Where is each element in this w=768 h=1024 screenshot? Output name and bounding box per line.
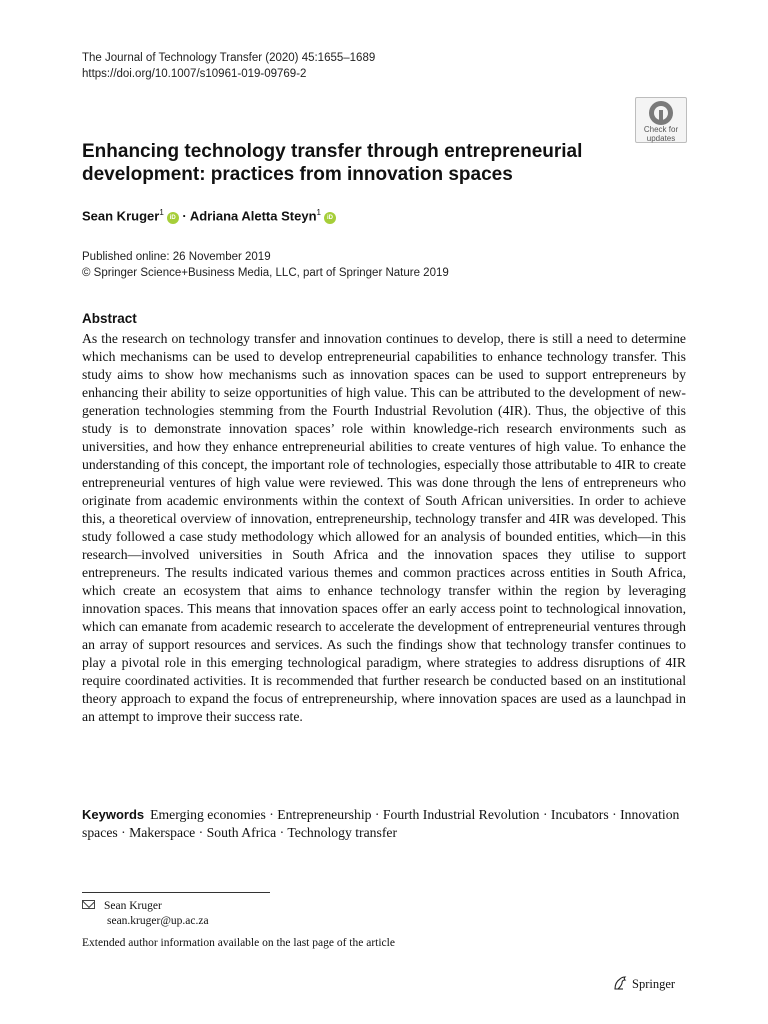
orcid-icon[interactable]: iD	[324, 212, 336, 224]
corresponding-author-email[interactable]: sean.kruger@up.ac.za	[107, 915, 209, 927]
springer-horse-icon	[612, 975, 628, 991]
author-name[interactable]: Adriana Aletta Steyn	[189, 208, 317, 224]
publisher-name: Springer	[632, 977, 676, 991]
copyright-line: © Springer Science+Business Media, LLC, part of Springer Nature 2019	[82, 267, 449, 279]
journal-header	[82, 50, 375, 82]
corresponding-author	[82, 899, 209, 929]
author-list	[82, 208, 336, 224]
abstract-text: As the research on technology transfer and innovation continues to develop, there is still a need to determine which mechanisms can be used to develop entrepreneurial capabilities to enhance technology transfer. This study aims to show how mechanisms such as innovation spaces can be used to support entrepreneurs by enhancing their ability to seize opportunities of high value. This can be attributed to the development of new-generation technologies stemming from the Fourth Industrial Revolution (4IR). Thus, the objective of this study is to demonstrate innovation spaces’ role within knowledge-rich research environments such as universities, and how they enhance entrepreneurial abilities to create ventures of high value. To enhance the understanding of this concept, the important role of technologies, especially those attributable to 4IR to create entrepreneurial ventures of high value were reviewed. This was done through the lens of entrepreneurs who originate from academic environments within the context of South African universities. In order to achieve this, a theoretical overview of innovation, entrepreneurship, technology transfer and 4IR was developed. This study followed a case study methodology which allowed for an analysis of bounded entities, which—in this research—involved universities in South Africa and the innovation spaces they utilise to support entrepreneurs. The results indicated various themes and common practices across entities in South Africa, which create an ecosystem that aims to enhance technology transfer within the region by leveraging innovation spaces. This means that innovation spaces offer an early access point to technological innovation, which can emanate from academic research to accelerate the development of entrepreneurial ventures through an array of support resources and services. As such the findings show that technology transfer continues to play a pivotal role in this emerging technological paradigm, where strategies to address disruptions of 4IR require coordinated activities. It is recommended that further research be conducted based on an institutional theory approach to expand the focus of entrepreneurship, where innovation spaces are used as a launchpad in an attempt to improve their success rate.	[82, 331, 686, 724]
orcid-icon[interactable]: iD	[167, 212, 179, 224]
doi-link[interactable]: https://doi.org/10.1007/s10961-019-09769-2	[82, 68, 307, 80]
keywords-list: Emerging economies · Entrepreneurship · Fourth Industrial Revolution · Incubators · Innovation spaces · Makerspace · South Africa · Technology transfer	[82, 807, 680, 840]
author-affiliation: 1	[159, 208, 164, 217]
crossmark-icon	[649, 101, 673, 125]
check-for-updates-badge[interactable]	[635, 97, 687, 143]
abstract-heading: Abstract	[82, 311, 137, 326]
paper-title: Enhancing technology transfer through entrepreneurial development: practices from innovation spaces	[82, 141, 583, 185]
corresponding-author-name: Sean Kruger	[104, 900, 162, 912]
keywords-section	[82, 806, 686, 842]
publisher-logo	[612, 975, 675, 992]
author-name[interactable]: Sean Kruger	[82, 208, 160, 224]
crossmark-label-2: updates	[646, 134, 676, 143]
publication-info	[82, 249, 449, 281]
envelope-icon	[82, 900, 95, 909]
extended-author-info: Extended author information available on the last page of the article	[82, 937, 395, 949]
published-date: Published online: 26 November 2019	[82, 251, 271, 263]
author-separator: ·	[178, 208, 190, 224]
author-affiliation: 1	[316, 208, 321, 217]
journal-citation: The Journal of Technology Transfer (2020) 45:1655–1689	[82, 52, 376, 64]
crossmark-label-1: Check for	[643, 125, 679, 134]
footnote-divider	[82, 892, 270, 893]
keywords-label: Keywords	[82, 807, 145, 822]
